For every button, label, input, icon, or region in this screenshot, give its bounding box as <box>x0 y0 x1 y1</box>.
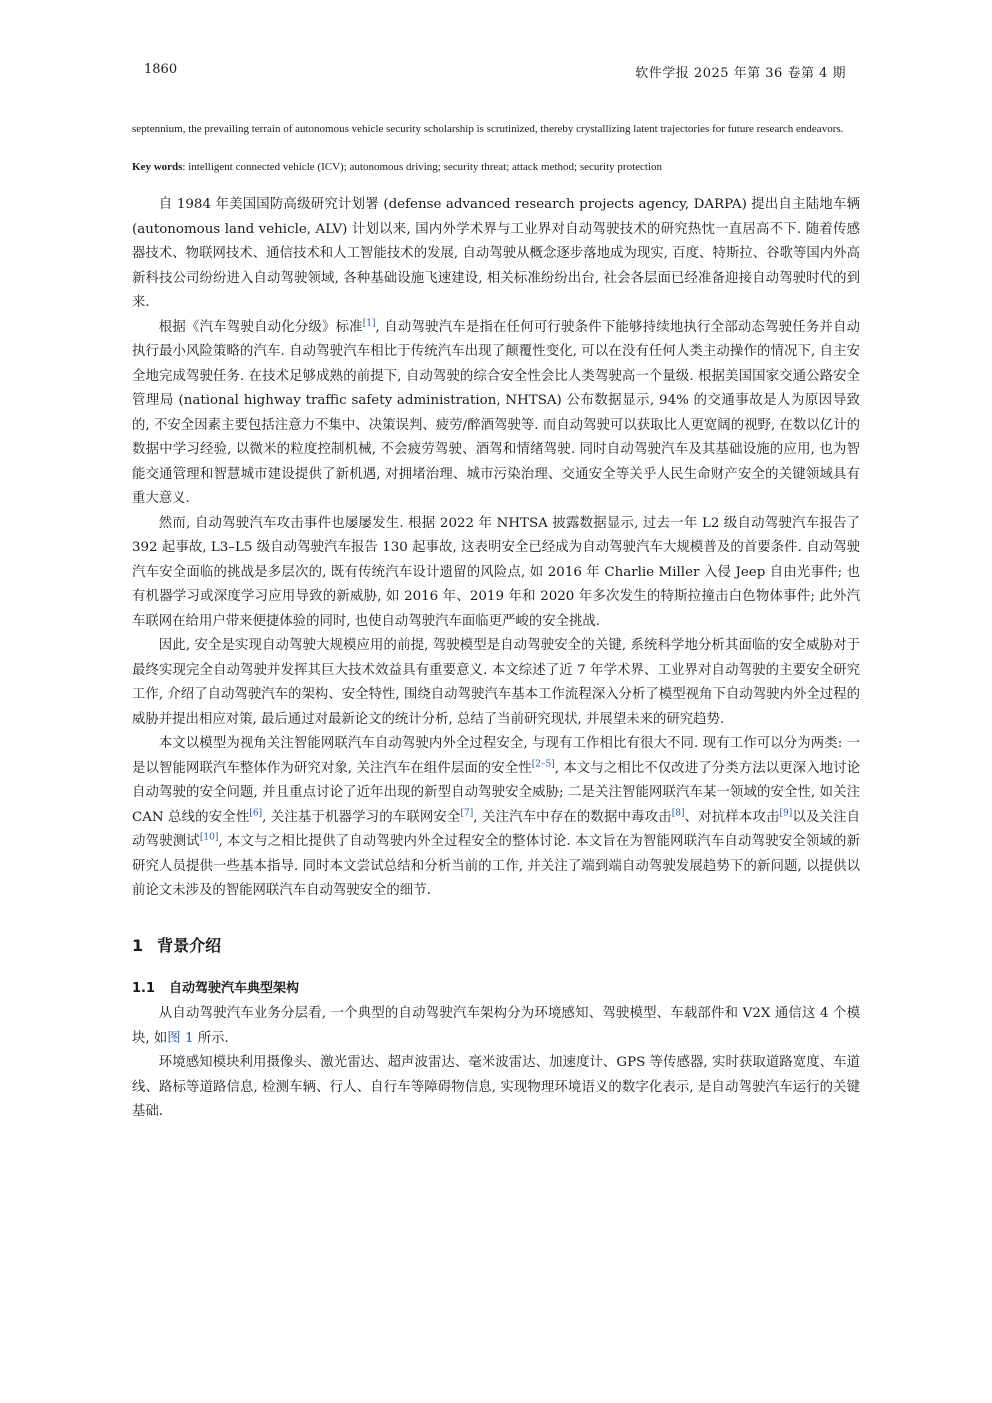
paragraph-text: 自 1984 年美国国防高级研究计划署 (defense advanced research projects agency, DARPA) 提出自主陆地车辆 (autonomous land vehicle, ALV) 计划以来, 国内外学术界与工业界对自动驾驶技术的研究热忱一直居高不下. 随着传感器技术、物联网技术、通信技术和人工智能技术的发展, 自动驾驶从概念逐步落地成为现实, 百度、特斯拉、谷歌等国内外高新科技公司纷纷进入自动驾驶领域, 各种基础设施飞速建设, 相关标准纷纷出台, 社会各层面已经准备迎接自动驾驶时代的到来. <box>132 197 860 310</box>
abstract-continuation: septennium, the prevailing terrain of autonomous vehicle security scholarship is scrutinized, thereby crystallizing latent trajectories for future research endeavors. <box>132 123 844 135</box>
paragraph-text: 本文以模型为视角关注智能网联汽车自动驾驶内外全过程安全, 与现有工作相比有很大不同. 现有工作可以分为两类: 一是以智能网联汽车整体作为研究对象, 关注汽车在组件层面的安全性 <box>132 736 860 776</box>
keywords-text: : intelligent connected vehicle (ICV); autonomous driving; security threat; attack method; security protection <box>182 161 663 173</box>
paragraph-text: 以及关注自动驾驶测试 <box>132 809 861 849</box>
keywords <box>132 158 860 177</box>
paragraph <box>132 634 860 732</box>
paragraph-text: , 关注基于机器学习的车联网安全 <box>262 809 461 825</box>
paragraph-text: , 本文与之相比不仅改进了分类方法以更深入地讨论自动驾驶的安全问题, 并且重点讨论了近年出现的新型自动驾驶安全威胁; 二是关注智能网联汽车某一领域的安全性, 如关注 CAN 总线的安全性 <box>132 760 860 825</box>
paragraph <box>132 1051 860 1125</box>
paragraph <box>132 193 860 316</box>
paragraph-text: 从自动驾驶汽车业务分层看, 一个典型的自动驾驶汽车架构分为环境感知、驾驶模型、车载部件和 V2X 通信这 4 个模块, 如 <box>132 1006 860 1046</box>
journal-title: 软件学报 2025 年第 36 卷第 4 期 <box>635 66 846 81</box>
paragraph-text: 所示. <box>193 1030 229 1046</box>
section-title: 背景介绍 <box>157 936 222 955</box>
citation-link[interactable]: [2–5] <box>531 759 555 770</box>
citation-link[interactable]: [8] <box>671 808 685 819</box>
paragraph-text: 然而, 自动驾驶汽车攻击事件也屡屡发生. 根据 2022 年 NHTSA 披露数据显示, 过去一年 L2 级自动驾驶汽车报告了 392 起事故, L3–L5 级自动驾驶汽车报告 130 起事故, 这表明安全已经成为自动驾驶汽车大规模普及的首要条件. 自动驾驶汽车安全面临的挑战是多层次的, 既有传统汽车设计遗留的风险点, 如 2016 年 Charlie Miller 入侵 Jeep 自由光事件; 也有机器学习或深度学习应用导致的新威胁, 如 2016 年、2019 年和 2020 年多次发生的特斯拉撞击白色物体事件; 此外汽车联网在给用户带来便捷体验的同时, 也使自动驾驶汽车面临更严峻的安全挑战. <box>132 515 860 629</box>
paragraph-text: 根据《汽车驾驶自动化分级》标准 <box>158 319 363 335</box>
paragraph-text: , 关注汽车中存在的数据中毒攻击 <box>473 809 672 825</box>
paragraph <box>132 1002 860 1051</box>
citation-link[interactable]: [1] <box>362 318 376 329</box>
subsection-number: 1.1 <box>132 981 156 996</box>
citation-link[interactable]: [10] <box>199 832 219 843</box>
paragraph-text: , 本文与之相比提供了自动驾驶内外全过程安全的整体讨论. 本文旨在为智能网联汽车自动驾驶安全领域的新研究人员提供一些基本指导. 同时本文尝试总结和分析当前的工作, 并关注了端到端自动驾驶发展趋势下的新问题, 以提供以前论文未涉及的智能网联汽车自动驾驶安全的细节. <box>132 834 860 898</box>
citation-link[interactable]: [6] <box>249 808 263 819</box>
paragraph-text: , 自动驾驶汽车是指在任何可行驶条件下能够持续地执行全部动态驾驶任务并自动执行最小风险策略的汽车. 自动驾驶汽车相比于传统汽车出现了颠覆性变化, 可以在没有任何人类主动操作的情况下, 自主安全地完成驾驶任务. 在技术足够成熟的前提下, 自动驾驶的综合安全性会比人类驾驶高一个量级. 根据美国国家交通公路安全管理局 (national highway traffic safety administration, NHTSA) 公布数据显示, 94% 的交通事故是人为原因导致的, 不安全因素主要包括注意力不集中、决策误判、疲劳/醉酒驾驶等. 而自动驾驶可以获取比人更宽阔的视野, 在数以亿计的数据中学习经验, 以微米的粒度控制机械, 不会疲劳驾驶、酒驾和情绪驾驶. 同时自动驾驶汽车及其基础设施的应用, 也为智能交通管理和智慧城市建设提供了新机遇, 对拥堵治理、城市污染治理、交通安全等关乎人民生命财产安全的关键领域具有重大意义. <box>132 319 860 506</box>
subsection-title: 自动驾驶汽车典型架构 <box>169 981 300 996</box>
keywords-label: Key words <box>132 161 183 173</box>
section-heading <box>132 933 221 956</box>
paragraph <box>132 732 860 904</box>
citation-link[interactable]: [7] <box>460 808 474 819</box>
page-number: 1860 <box>144 62 178 77</box>
paragraph <box>132 512 860 635</box>
citation-link[interactable]: [9] <box>779 808 793 819</box>
paragraph-text: 因此, 安全是实现自动驾驶大规模应用的前提, 驾驶模型是自动驾驶安全的关键, 系统科学地分析其面临的安全威胁对于最终实现完全自动驾驶并发挥其巨大技术效益具有重要意义. 本文综述了近 7 年学术界、工业界对自动驾驶的主要安全研究工作, 介绍了自动驾驶汽车的架构、安全特性, 围绕自动驾驶汽车基本工作流程深入分析了模型视角下自动驾驶内外全过程的威胁并提出相应对策, 最后通过对最新论文的统计分析, 总结了当前研究现状, 并展望未来的研究趋势. <box>132 638 860 727</box>
section-body <box>132 1002 860 1125</box>
subsection-heading <box>132 977 299 996</box>
section-number: 1 <box>132 936 144 955</box>
paragraph <box>132 316 860 512</box>
paragraph-text: 、对抗样本攻击 <box>684 809 780 825</box>
introduction-body <box>132 193 860 904</box>
paragraph-text: 环境感知模块利用摄像头、激光雷达、超声波雷达、毫米波雷达、加速度计、GPS 等传感器, 实时获取道路宽度、车道线、路标等道路信息, 检测车辆、行人、自行车等障碍物信息, 实现物理环境语义的数字化表示, 是自动驾驶汽车运行的关键基础. <box>132 1055 860 1119</box>
running-header <box>132 62 860 82</box>
figure-reference-link[interactable]: 图 1 <box>167 1030 194 1046</box>
